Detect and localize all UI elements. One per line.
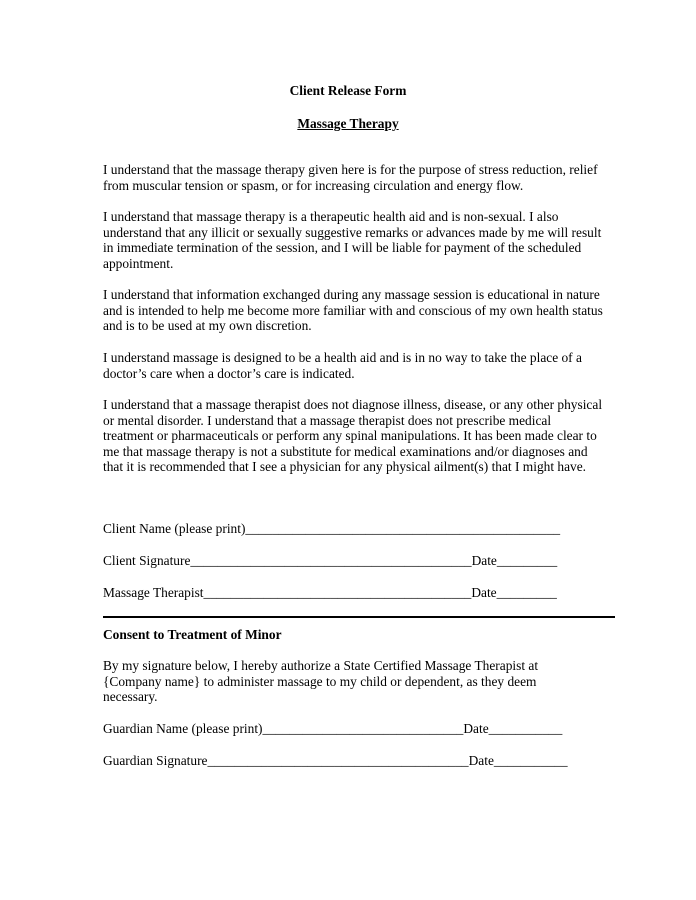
form-subtitle: Massage Therapy: [297, 116, 399, 131]
form-title: Client Release Form: [289, 83, 407, 98]
paragraph-health-aid: I understand massage is designed to be a health aid and is in no way to take the place of a doctor’s care when a doctor’s care is indicated.: [103, 350, 582, 381]
section-divider: [103, 616, 615, 618]
paragraph-diagnosis: I understand that a massage therapist does not diagnose illness, disease, or any other physical or mental disorder. I understand that a massage therapist does not prescribe medical treatment or pharmaceuticals or perform any spinal manipulations. It has been made clear to me that massage therapy is not a substitute for medical examinations and/or diagnoses and that it is recommended that I see a physician for any physical ailment(s) that I might have.: [103, 397, 603, 475]
paragraph-purpose: I understand that the massage therapy given here is for the purpose of stress reduction, relief from muscular tension or spasm, or for increasing circulation and energy flow.: [103, 162, 598, 193]
paragraph-non-sexual: I understand that massage therapy is a therapeutic health aid and is non-sexual. I also understand that any illicit or sexually suggestive remarks or advances made by me will result in immediate termination of the session, and I will be liable for payment of the scheduled appointment.: [103, 209, 602, 271]
guardian-name-field[interactable]: Guardian Name (please print)______________________________Date___________: [103, 721, 563, 736]
client-name-field[interactable]: Client Name (please print)_______________________________________________: [103, 521, 561, 536]
minor-consent-heading: Consent to Treatment of Minor: [103, 627, 282, 642]
client-signature-field[interactable]: Client Signature__________________________________________Date_________: [103, 553, 558, 568]
therapist-signature-field[interactable]: Massage Therapist________________________________________Date_________: [103, 585, 557, 600]
guardian-signature-field[interactable]: Guardian Signature_______________________________________Date___________: [103, 753, 568, 768]
minor-consent-paragraph: By my signature below, I hereby authorize a State Certified Massage Therapist at {Company name} to administer massage to my child or dependent, as they deem necessary.: [103, 658, 539, 705]
paragraph-information: I understand that information exchanged during any massage session is educational in nature and is intended to help me become more familiar with and conscious of my own health status and is to be used at my own discretion.: [103, 287, 603, 334]
